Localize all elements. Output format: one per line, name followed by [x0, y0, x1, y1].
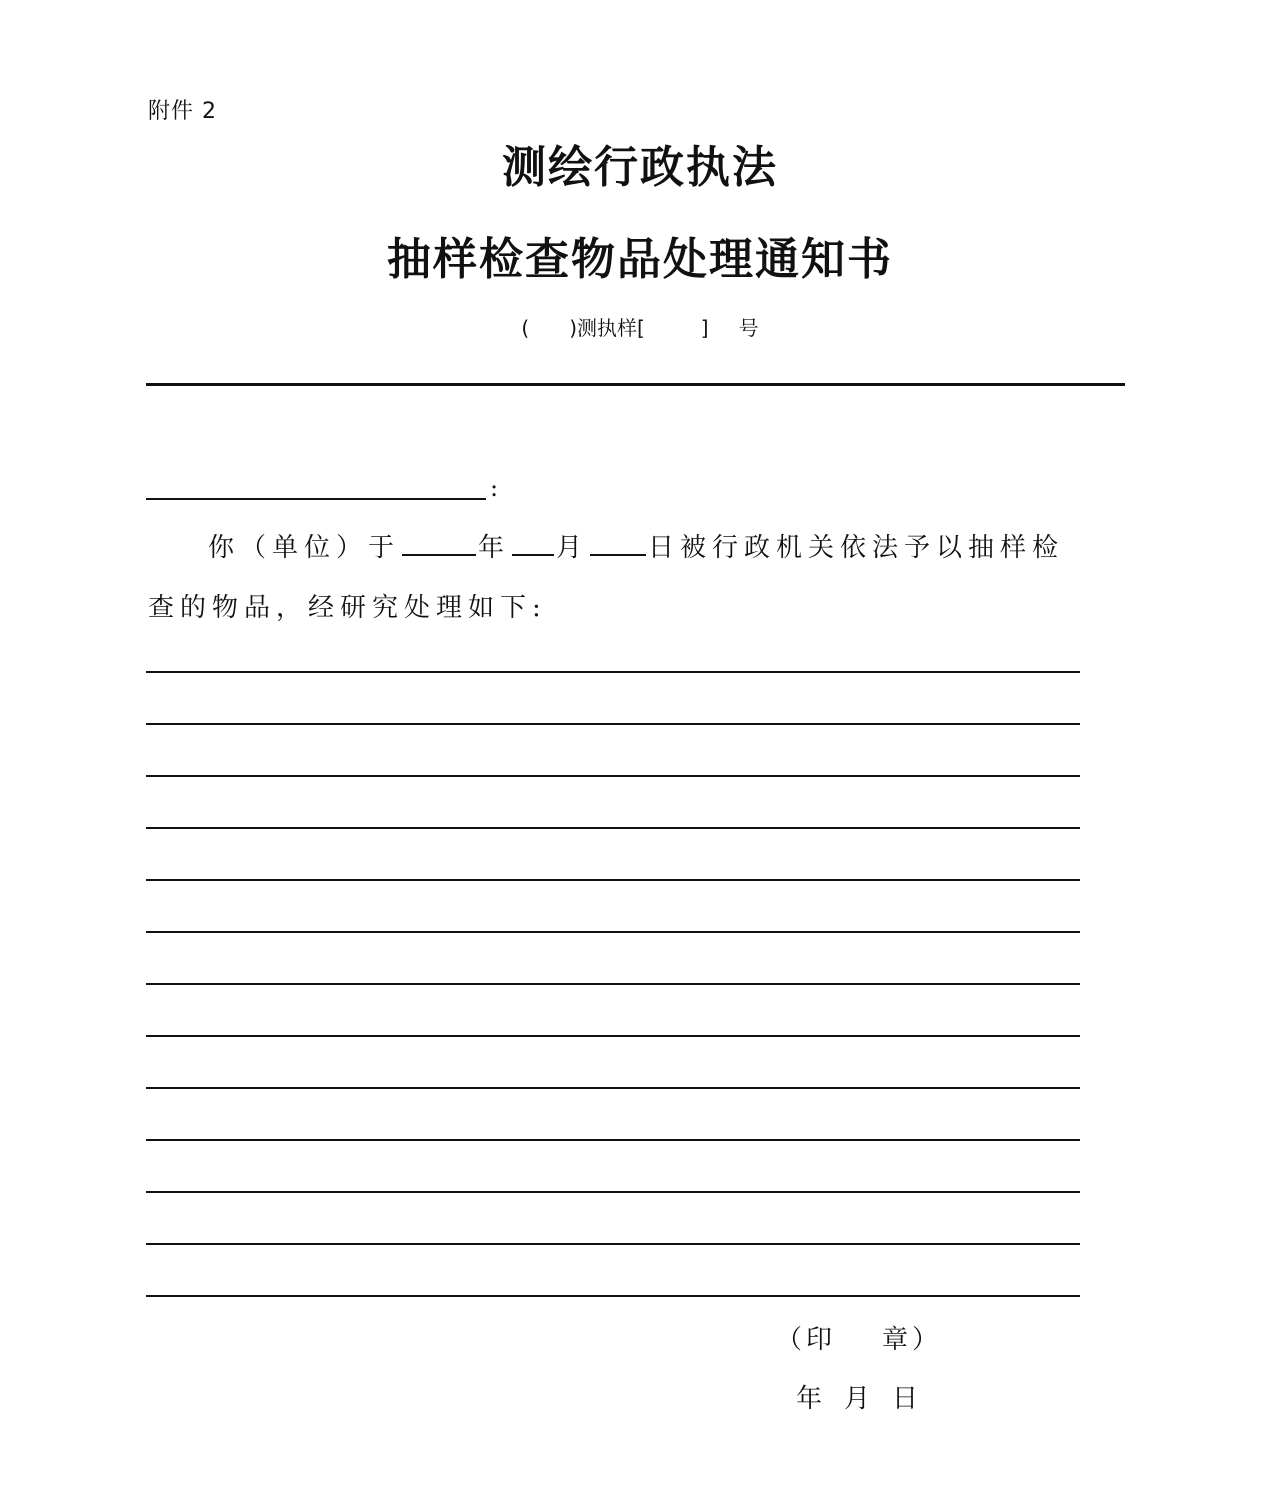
doc-number-suffix: 号: [738, 316, 759, 340]
body-year-label: 年: [478, 533, 511, 563]
writing-line: [146, 1243, 1080, 1245]
footer-year: 年: [796, 1384, 823, 1414]
document-number: [0, 312, 1280, 341]
seal-label: [776, 1319, 942, 1356]
document-title-line2: 抽样检查物品处理通知书: [387, 234, 893, 285]
document-title-line1: 测绘行政执法: [502, 142, 778, 193]
month-blank: [512, 528, 554, 556]
writing-line: [146, 723, 1080, 725]
doc-number-close-bracket: ]: [700, 316, 709, 340]
attachment-label: 附件 2: [148, 99, 217, 124]
writing-line: [146, 1191, 1080, 1193]
body-prefix: 你（单位）于: [208, 533, 401, 563]
seal-close: 章）: [882, 1325, 943, 1355]
body-line-2: 查的物品，经研究处理如下:: [148, 593, 547, 623]
year-blank: [402, 528, 476, 556]
body-line-1: [208, 527, 1064, 564]
writing-line: [146, 1035, 1080, 1037]
seal-open: （印: [776, 1325, 837, 1355]
footer-month: 月: [844, 1384, 871, 1414]
writing-line: [146, 1295, 1080, 1297]
doc-number-middle: )测执样[: [569, 316, 645, 340]
footer-day: 日: [892, 1384, 919, 1414]
writing-line: [146, 879, 1080, 881]
addressee-blank: [146, 474, 486, 500]
writing-line: [146, 983, 1080, 985]
writing-line: [146, 931, 1080, 933]
header-divider: [146, 383, 1125, 386]
writing-line: [146, 671, 1080, 673]
writing-line: [146, 1087, 1080, 1089]
day-blank: [590, 528, 646, 556]
footer-date: [796, 1378, 940, 1415]
writing-line: [146, 1139, 1080, 1141]
body-day-text: 日被行政机关依法予以抽样检: [648, 533, 1065, 563]
writing-line: [146, 827, 1080, 829]
body-month-label: 月: [556, 533, 589, 563]
addressee-colon: :: [490, 474, 499, 502]
writing-line: [146, 775, 1080, 777]
doc-number-open-paren: (: [521, 316, 530, 340]
